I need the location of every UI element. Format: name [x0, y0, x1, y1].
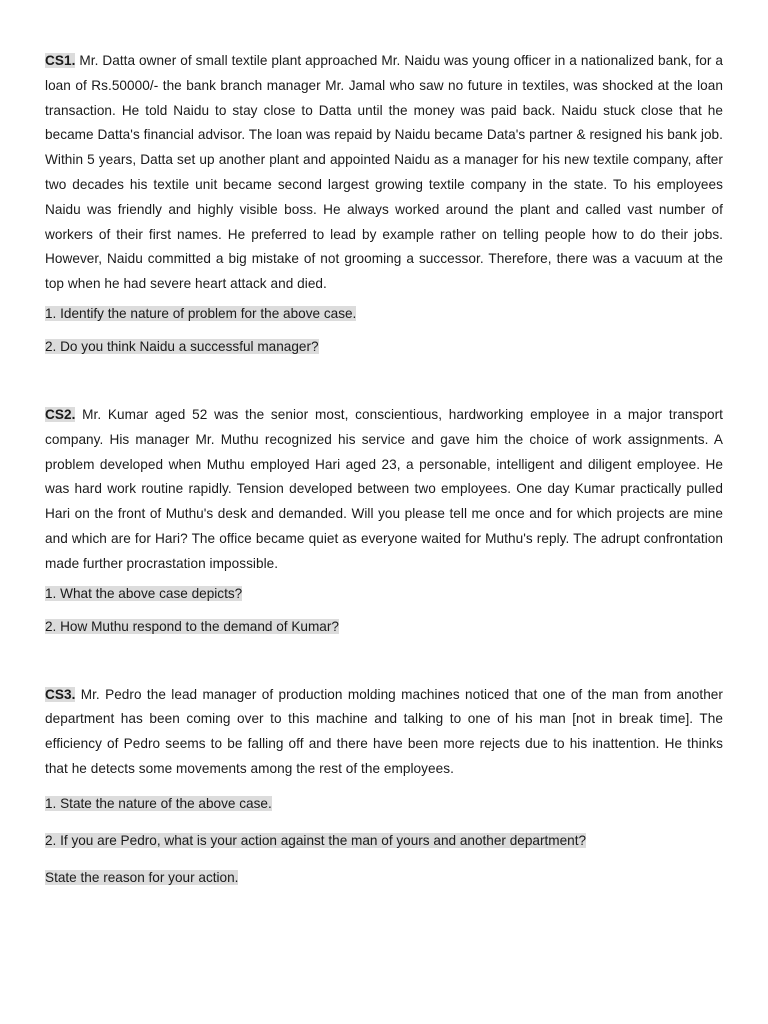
case-question: 1. What the above case depicts? [45, 585, 243, 601]
case-question: 2. If you are Pedro, what is your action against the man of yours and another department? [45, 832, 587, 848]
case-text: Mr. Datta owner of small textile plant approached Mr. Naidu was young officer in a nationalized bank, for a loan of Rs.50000/- the bank branch manager Mr. Jamal who saw no future in textiles, was shocked at the loan transaction. He told Naidu to stay close to Datta until the money was paid back. Naidu stuck close that he became Datta's financial advisor. The loan was repaid by Naidu became Data's partner & resigned his bank job. Within 5 years, Datta set up another plant and appointed Naidu as a manager for his new textile company, after two decades his textile unit became second largest growing textile company in the state. To his employees Naidu was friendly and highly visible boss. He always worked around the plant and called vast number of workers of their first names. He preferred to lead by example rather on telling people how to do their jobs. However, Naidu committed a big mistake of not grooming a successor. Therefore, there was a vacuum at the top when he had severe heart attack and died. [45, 53, 723, 292]
case-paragraph [45, 683, 723, 782]
case-text: Mr. Kumar aged 52 was the senior most, conscientious, hardworking employee in a major transport company. His manager Mr. Muthu recognized his service and gave him the choice of work assignments. A problem developed when Muthu employed Hari aged 23, a personable, intelligent and diligent employee. He was hard work routine rapidly. Tension developed between two employees. One day Kumar practically pulled Hari on the front of Muthu's desk and demanded. Will you please tell me once and for which projects are mine and which are for Hari? The office became quiet as everyone waited for Muthu's reply. The adrupt confrontation made further procrastation impossible. [45, 406, 723, 571]
case-study-1 [45, 49, 723, 357]
case-study-2 [45, 403, 723, 637]
case-study-3 [45, 683, 723, 888]
document-page [45, 49, 723, 888]
case-paragraph [45, 49, 723, 297]
case-text: Mr. Pedro the lead manager of production molding machines noticed that one of the man from another department has been coming over to this machine and talking to one of his man [not in break time]. The efficiency of Pedro seems to be falling off and there have been more rejects due to his inattention. He thinks that he detects some movements among the rest of the employees. [45, 686, 723, 776]
case-paragraph [45, 403, 723, 577]
case-label: CS1. [45, 53, 76, 68]
case-label: CS3. [45, 686, 76, 702]
case-question: 1. Identify the nature of problem for the above case. [45, 305, 357, 321]
case-question: State the reason for your action. [45, 869, 239, 885]
case-label: CS2. [45, 406, 76, 422]
case-question: 2. Do you think Naidu a successful manager? [45, 338, 319, 354]
case-question: 1. State the nature of the above case. [45, 795, 272, 811]
case-question: 2. How Muthu respond to the demand of Kumar? [45, 618, 339, 634]
